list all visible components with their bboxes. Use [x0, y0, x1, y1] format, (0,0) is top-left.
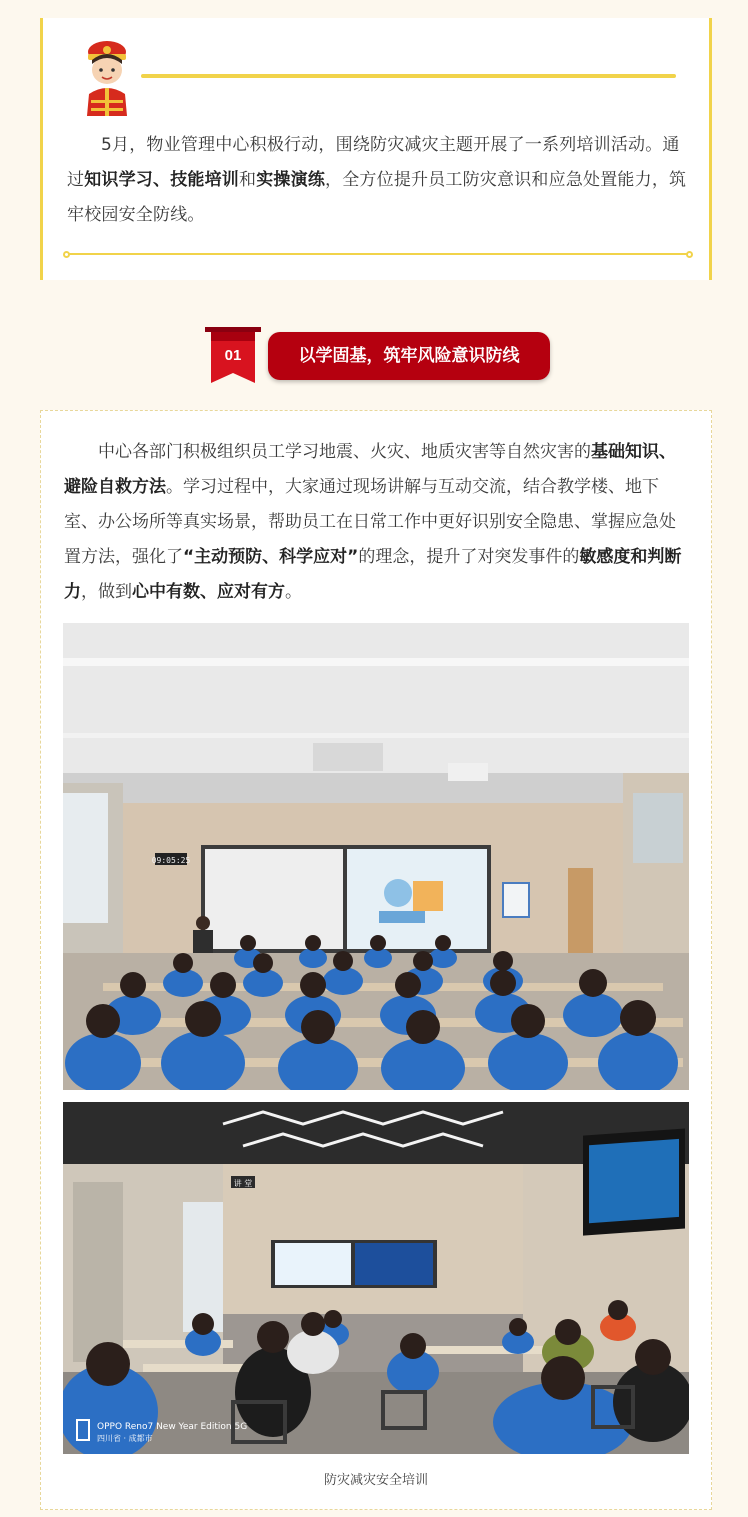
body-text-2: 。学习过程中，大家通过现场讲解与互动交流，结合教学楼、地下室、办公场所等真实场景，帮助员工在日常工作中更好识别安全隐患、掌握应急处置方法，强化了	[64, 477, 676, 567]
body-paragraph	[64, 435, 690, 610]
watermark-device: OPPO Reno7 New Year Edition 5G	[97, 1422, 248, 1432]
body-bold-3: 敏感度和判断力	[64, 547, 682, 602]
content-card	[40, 410, 712, 1510]
decorative-bottom-line	[67, 253, 689, 255]
body-bold-4: 心中有数、应对有方	[132, 582, 285, 602]
decorative-top-line	[141, 74, 676, 78]
intro-text-3: ，全方位提升员工防灾意识和应急处置能力，筑牢校园安全防线。	[67, 170, 687, 225]
room-sign: 讲 堂	[233, 1179, 253, 1188]
body-text-5: 。	[285, 582, 302, 602]
body-text-3: 的理念，提升了对突发事件的	[358, 547, 580, 567]
firefighter-mascot-icon	[81, 38, 133, 116]
body-bold-1: 基础知识、避险自救方法	[64, 442, 676, 497]
body-bold-2: “主动预防、科学应对”	[183, 547, 359, 567]
section-number: 01	[224, 347, 242, 364]
watermark-location: 四川省 · 成都市	[97, 1434, 153, 1443]
photo-caption: 防灾减灾安全培训	[323, 1473, 428, 1488]
wall-clock-display: 09:05:25	[151, 856, 191, 865]
line-end-dot	[686, 251, 693, 258]
body-text-4: ，做到	[81, 582, 132, 602]
section-title: 以学固基，筑牢风险意识防线	[268, 332, 550, 380]
intro-text-2: 和	[239, 170, 257, 190]
intro-text-1: 5月，物业管理中心积极行动，围绕防灾减灾主题开展了一系列培训活动。通过	[67, 135, 680, 190]
section-header	[205, 323, 550, 388]
intro-card	[40, 18, 712, 280]
intro-paragraph	[67, 128, 693, 233]
line-end-dot	[63, 251, 70, 258]
training-photo-lecture-hall	[63, 623, 689, 1090]
intro-bold-1: 知识学习、技能培训	[84, 170, 240, 190]
training-photo-classroom	[63, 1102, 689, 1454]
body-text-1: 中心各部门积极组织员工学习地震、火灾、地质灾害等自然灾害的	[98, 442, 591, 462]
intro-bold-2: 实操演练	[256, 170, 326, 190]
